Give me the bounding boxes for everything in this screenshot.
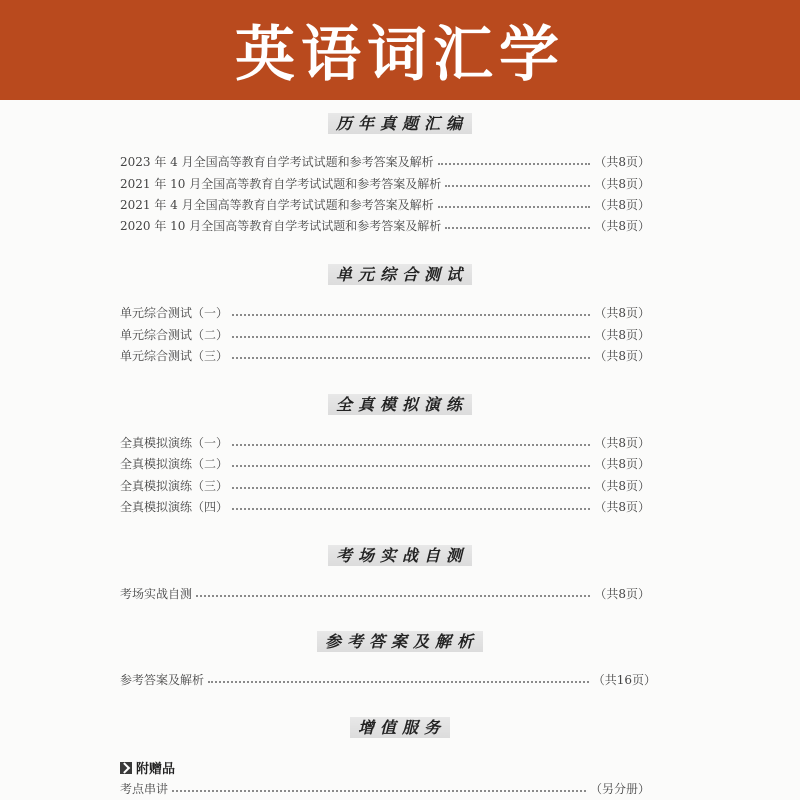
toc-row-pages: （共8页）	[594, 586, 650, 601]
toc-row-pages: （共8页）	[594, 218, 650, 233]
toc-row[interactable]	[120, 669, 656, 689]
toc-row-label: 单元综合测试（三）	[120, 348, 229, 363]
dot-leader	[208, 680, 589, 683]
dot-leader	[438, 205, 591, 208]
dot-leader	[232, 464, 590, 467]
toc-row[interactable]	[120, 215, 650, 235]
dot-leader	[445, 184, 590, 187]
section-title-value-added-services: 增值服务	[0, 715, 800, 738]
toc-row[interactable]	[120, 475, 650, 495]
toc-row[interactable]	[120, 151, 650, 171]
toc-row[interactable]	[120, 432, 650, 452]
toc-row-label: 2023 年 4 月全国高等教育自学考试试题和参考答案及解析	[120, 154, 434, 169]
toc-row-label: 2021 年 4 月全国高等教育自学考试试题和参考答案及解析	[120, 197, 434, 212]
toc-row-pages: （共8页）	[594, 327, 650, 342]
toc-row-pages: （共16页）	[592, 672, 656, 687]
toc-row[interactable]	[120, 194, 650, 214]
dot-leader	[172, 789, 586, 792]
toc-row-pages: （共8页）	[594, 176, 650, 191]
dot-leader	[232, 507, 590, 510]
toc-row-label: 单元综合测试（二）	[120, 327, 229, 342]
gift-label: 附赠品	[136, 762, 176, 777]
toc-row-pages: （共8页）	[594, 197, 650, 212]
toc-row-pages: （共8页）	[594, 154, 650, 169]
dot-leader	[232, 486, 590, 489]
section-title-past-exams: 历年真题汇编	[0, 111, 800, 134]
toc-row-pages: （共8页）	[594, 456, 650, 471]
section-title-mock-exams: 全真模拟演练	[0, 392, 800, 415]
toc-row[interactable]	[120, 173, 650, 193]
book-title: 英语词汇学	[235, 20, 565, 90]
section-title-unit-tests: 单元综合测试	[0, 262, 800, 285]
toc-row-label: 考点串讲	[120, 781, 169, 796]
toc-row[interactable]	[120, 453, 650, 473]
section-title-exam-practice: 考场实战自测	[0, 543, 800, 566]
dot-leader	[232, 335, 590, 338]
dot-leader	[232, 356, 590, 359]
toc-row-label: 2020 年 10 月全国高等教育自学考试试题和参考答案及解析	[120, 218, 442, 233]
gift-heading	[120, 758, 175, 777]
toc-row-pages: （共8页）	[594, 478, 650, 493]
dot-leader	[232, 443, 590, 446]
checkbox-icon	[120, 762, 132, 774]
toc-row-pages: （共8页）	[594, 435, 650, 450]
dot-leader	[438, 162, 591, 165]
toc-row-label: 全真模拟演练（二）	[120, 456, 229, 471]
toc-row-label: 全真模拟演练（三）	[120, 478, 229, 493]
toc-row-pages: （共8页）	[594, 499, 650, 514]
toc-row-label: 参考答案及解析	[120, 672, 205, 687]
toc-row[interactable]	[120, 345, 650, 365]
toc-row[interactable]	[120, 496, 650, 516]
toc-row[interactable]	[120, 324, 650, 344]
toc-row-pages: （共8页）	[594, 348, 650, 363]
dot-leader	[196, 594, 590, 597]
section-title-answers: 参考答案及解析	[0, 629, 800, 652]
toc-row[interactable]	[120, 302, 650, 322]
toc-row-pages: （共8页）	[594, 305, 650, 320]
title-banner	[0, 0, 800, 100]
toc-row[interactable]	[120, 583, 650, 603]
toc-row-pages: （另分册）	[589, 781, 650, 796]
toc-row-label: 单元综合测试（一）	[120, 305, 229, 320]
dot-leader	[445, 226, 590, 229]
dot-leader	[232, 313, 590, 316]
toc-row-label: 2021 年 10 月全国高等教育自学考试试题和参考答案及解析	[120, 176, 442, 191]
toc-row-label: 全真模拟演练（四）	[120, 499, 229, 514]
toc-row-label: 全真模拟演练（一）	[120, 435, 229, 450]
toc-row[interactable]	[120, 778, 650, 798]
toc-row-label: 考场实战自测	[120, 586, 193, 601]
